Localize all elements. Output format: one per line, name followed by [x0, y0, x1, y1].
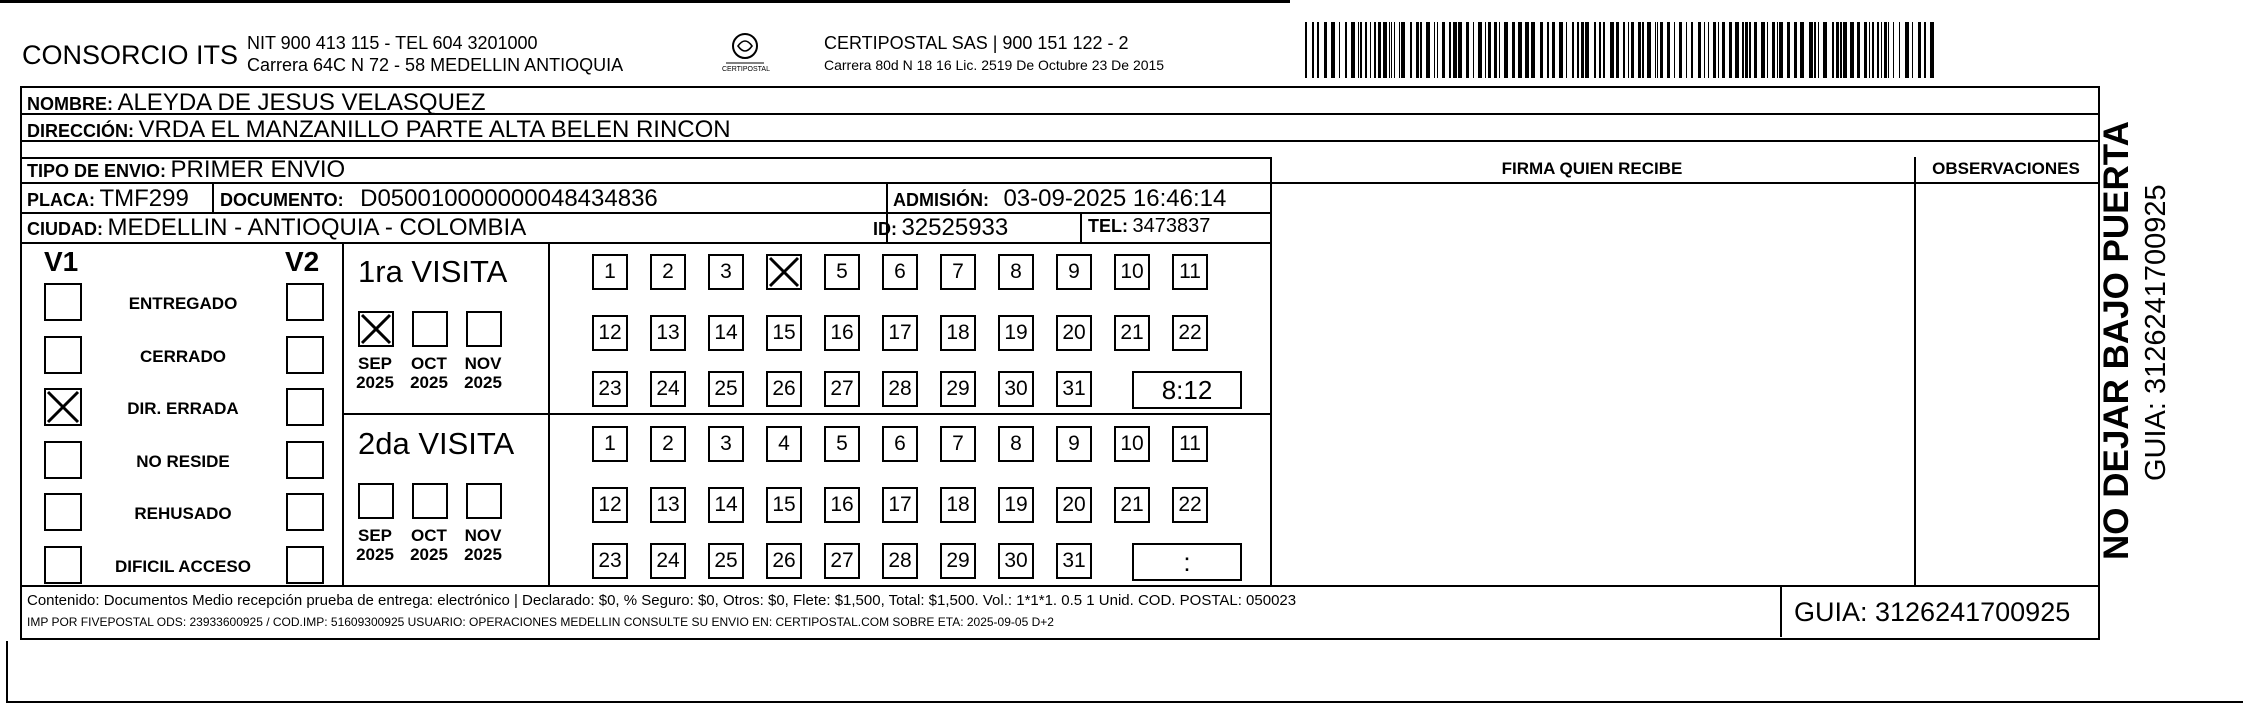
barcode-bar	[1823, 22, 1827, 78]
barcode-bar	[1667, 22, 1670, 78]
barcode-bar	[1324, 22, 1327, 78]
visit1-day-26[interactable]: 26	[766, 371, 802, 407]
visit1-month-label-1	[406, 354, 452, 392]
barcode-bar	[1777, 22, 1778, 78]
barcode-bar	[1655, 22, 1656, 78]
barcode-bar	[1603, 22, 1605, 78]
month-year: 2025	[410, 373, 448, 392]
barcode-bar	[1857, 22, 1860, 78]
visit1-day-30[interactable]: 30	[998, 371, 1034, 407]
barcode-bar	[1312, 22, 1314, 78]
visit1-day-18[interactable]: 18	[940, 315, 976, 351]
barcode-bar	[1466, 22, 1469, 78]
barcode-bar	[1401, 22, 1405, 78]
visit1-day-22[interactable]: 22	[1172, 315, 1208, 351]
visit1-day-13[interactable]: 13	[650, 315, 686, 351]
visit2-time-box[interactable]: :	[1132, 543, 1242, 581]
barcode-bar	[1577, 22, 1579, 78]
barcode-bar	[1794, 22, 1797, 78]
barcode-bar	[1458, 22, 1462, 78]
barcode-bar	[1722, 22, 1725, 78]
visit1-day-8[interactable]: 8	[998, 254, 1034, 290]
v2-checkbox-5[interactable]	[286, 546, 324, 584]
barcode-bar	[1610, 22, 1614, 78]
barcode-bar	[1628, 22, 1629, 78]
barcode-bar	[1504, 22, 1508, 78]
firma-header: FIRMA QUIEN RECIBE	[1501, 159, 1683, 178]
visit2-month-label-1	[406, 526, 452, 564]
barcode-bar	[1599, 22, 1601, 78]
barcode-bar	[1566, 22, 1567, 78]
visit2-month-box-sep[interactable]	[358, 483, 394, 519]
carrier-line1: CERTIPOSTAL SAS | 900 151 122 - 2	[824, 33, 1129, 53]
id-label: ID:	[873, 219, 897, 239]
barcode-bar	[1631, 22, 1634, 78]
admision-label: ADMISIÓN:	[893, 190, 989, 210]
barcode-bar	[1729, 22, 1732, 78]
visit2-day-22[interactable]: 22	[1172, 487, 1208, 523]
barcode-bar	[1735, 22, 1739, 78]
barcode-bar	[1531, 22, 1535, 78]
barcode-bar	[1331, 22, 1335, 78]
barcode-bar	[1698, 22, 1701, 78]
barcode-bar	[1623, 22, 1625, 78]
visit2-day-30[interactable]: 30	[998, 543, 1034, 579]
barcode-bar	[1453, 22, 1457, 78]
visit2-month-label-2	[460, 526, 506, 564]
barcode-bar	[1572, 22, 1574, 78]
visit2-day-18[interactable]: 18	[940, 487, 976, 523]
barcode-bar	[1912, 22, 1913, 78]
month-name: NOV	[464, 526, 502, 545]
documento-label: DOCUMENTO:	[220, 190, 344, 210]
barcode-bar	[1718, 22, 1719, 78]
barcode-bar	[1674, 22, 1675, 78]
visit2-day-21[interactable]: 21	[1114, 487, 1150, 523]
barcode-bar	[1642, 22, 1644, 78]
barcode-bar	[1525, 22, 1529, 78]
barcode-bar	[1518, 22, 1522, 78]
barcode-bar	[1394, 22, 1395, 78]
barcode-bar	[1836, 22, 1839, 78]
status-label-3: NO RESIDE	[136, 451, 230, 471]
barcode-bar	[1708, 22, 1709, 78]
visit1-day-24[interactable]: 24	[650, 371, 686, 407]
barcode-bar	[1339, 22, 1340, 78]
barcode-bar	[1559, 22, 1563, 78]
barcode-bar	[1814, 22, 1816, 78]
visit1-month-label-0	[352, 354, 398, 392]
barcode-bar	[1924, 22, 1926, 78]
visit1-day-2[interactable]: 2	[650, 254, 686, 290]
visit2-day-29[interactable]: 29	[940, 543, 976, 579]
status-label-1: CERRADO	[140, 346, 226, 366]
barcode-bar	[1426, 22, 1430, 78]
visit1-day-28[interactable]: 28	[882, 371, 918, 407]
month-name: SEP	[357, 354, 393, 373]
visit1-day-17[interactable]: 17	[882, 315, 918, 351]
month-year: 2025	[464, 545, 502, 564]
visit2-day-10[interactable]: 10	[1114, 426, 1150, 462]
visit1-day-16[interactable]: 16	[824, 315, 860, 351]
tipo-envio-value: PRIMER ENVIO	[170, 156, 346, 183]
barcode-bar	[1657, 22, 1658, 78]
visit1-day-6[interactable]: 6	[882, 254, 918, 290]
barcode-bar	[1585, 22, 1589, 78]
barcode-bar	[1761, 22, 1765, 78]
barcode-bar	[1686, 22, 1687, 78]
barcode-bar	[1767, 22, 1768, 78]
tel-label: TEL:	[1088, 216, 1128, 236]
tel-value: 3473837	[1132, 215, 1211, 237]
v1-checkbox-5[interactable]	[44, 546, 82, 584]
barcode-bar	[1547, 22, 1549, 78]
barcode-bar	[1420, 22, 1422, 78]
visit1-day-23[interactable]: 23	[592, 371, 628, 407]
barcode-bar	[1365, 22, 1367, 78]
outer-left-rule	[6, 641, 8, 703]
month-name: SEP	[357, 526, 393, 545]
barcode-bar	[1809, 22, 1813, 78]
barcode-bar	[1818, 22, 1819, 78]
visit2-day-11[interactable]: 11	[1172, 426, 1208, 462]
visit1-day-9[interactable]: 9	[1056, 254, 1092, 290]
barcode-bar	[1499, 22, 1500, 78]
visit1-month-label-2	[460, 354, 506, 392]
visit1-day-12[interactable]: 12	[592, 315, 628, 351]
visit1-month-box-nov[interactable]	[466, 311, 502, 347]
nombre-label: NOMBRE:	[27, 94, 113, 114]
company-info-line1: NIT 900 413 115 - TEL 604 3201000	[247, 33, 538, 53]
barcode-bar	[1437, 22, 1438, 78]
visit1-day-25[interactable]: 25	[708, 371, 744, 407]
footer-guia: GUIA: 3126241700925	[1794, 597, 2071, 627]
visit2-day-13[interactable]: 13	[650, 487, 686, 523]
visit1-month-box-oct[interactable]	[412, 311, 448, 347]
barcode-bar	[1449, 22, 1451, 78]
company-name: CONSORCIO ITS	[22, 40, 239, 70]
visit1-day-cross	[766, 254, 802, 290]
visit2-day-3[interactable]: 3	[708, 426, 744, 462]
barcode-bar	[1581, 22, 1584, 78]
visit2-day-23[interactable]: 23	[592, 543, 628, 579]
barcode-bar	[1389, 22, 1390, 78]
status-label-4: REHUSADO	[134, 504, 232, 523]
visit2-day-26[interactable]: 26	[766, 543, 802, 579]
barcode-bar	[1594, 22, 1596, 78]
visit1-day-29[interactable]: 29	[940, 371, 976, 407]
v2-label: V2	[285, 246, 320, 277]
barcode-bar	[1305, 22, 1307, 78]
status-label-0: ENTREGADO	[128, 294, 238, 313]
direccion-label: DIRECCIÓN:	[27, 121, 134, 141]
visit2-day-16[interactable]: 16	[824, 487, 860, 523]
barcode-bar	[1317, 22, 1319, 78]
visit2-month-box-nov[interactable]	[466, 483, 502, 519]
visit1-day-5[interactable]: 5	[824, 254, 860, 290]
footer-line2: IMP POR FIVEPOSTAL ODS: 23933600925 / COD.IMP: 51609300925 USUARIO: OPERACIONES MEDELLIN CONSULTE SU ENVIO EN: CERTIPOSTAL.COM SOBRE ETA: 2025-09-05 D+2	[27, 615, 1054, 629]
visit1-day-4[interactable]	[766, 254, 802, 290]
certipostal-logo	[718, 30, 772, 78]
barcode-bar	[1881, 22, 1882, 78]
visit1-day-3[interactable]: 3	[708, 254, 744, 290]
barcode-bar	[1647, 22, 1651, 78]
month-year: 2025	[356, 373, 394, 392]
visit1-day-15[interactable]: 15	[766, 315, 802, 351]
visit2-day-9[interactable]: 9	[1056, 426, 1092, 462]
barcode-bar	[1383, 22, 1387, 78]
barcode-bar	[1638, 22, 1641, 78]
visit2-day-15[interactable]: 15	[766, 487, 802, 523]
v2-checkbox-1[interactable]	[286, 336, 324, 374]
v1-checkbox-2[interactable]	[44, 388, 82, 426]
barcode-bar	[1512, 22, 1515, 78]
barcode	[1305, 22, 1935, 78]
barcode-bar	[1378, 22, 1381, 78]
visit2-month-label-0	[352, 526, 398, 564]
barcode-bar	[1488, 22, 1491, 78]
barcode-bar	[1918, 22, 1921, 78]
top-rule	[0, 0, 1290, 3]
outer-bottom-rule	[6, 701, 2243, 703]
barcode-bar	[1742, 22, 1744, 78]
visit2-day-25[interactable]: 25	[708, 543, 744, 579]
barcode-bar	[1374, 22, 1376, 78]
visit2-day-20[interactable]: 20	[1056, 487, 1092, 523]
barcode-bar	[1552, 22, 1555, 78]
visit2-day-1[interactable]: 1	[592, 426, 628, 462]
barcode-bar	[1434, 22, 1435, 78]
visit2-day-5[interactable]: 5	[824, 426, 860, 462]
barcode-bar	[1399, 22, 1400, 78]
barcode-bar	[1772, 22, 1775, 78]
visit2-title: 2da VISITA	[358, 426, 515, 461]
status-label-5: DIFICIL ACCESO	[114, 556, 251, 576]
id-value: 32525933	[901, 214, 1009, 241]
barcode-bar	[1779, 22, 1783, 78]
barcode-bar	[1660, 22, 1663, 78]
barcode-bar	[1888, 22, 1889, 78]
visit1-day-31[interactable]: 31	[1056, 371, 1092, 407]
v1-checkbox-1[interactable]	[44, 336, 82, 374]
logo-caption: CERTIPOSTAL	[722, 66, 770, 73]
month-year: 2025	[356, 545, 394, 564]
visit2-day-19[interactable]: 19	[998, 487, 1034, 523]
v1-check-mark	[44, 388, 82, 426]
visit2-day-17[interactable]: 17	[882, 487, 918, 523]
visit1-day-19[interactable]: 19	[998, 315, 1034, 351]
admision-value: 03-09-2025 16:46:14	[1003, 185, 1227, 212]
barcode-bar	[1370, 22, 1371, 78]
barcode-bar	[1850, 22, 1854, 78]
visit2-day-6[interactable]: 6	[882, 426, 918, 462]
footer-line1: Contenido: Documentos Medio recepción prueba de entrega: electrónico | Declarado: $0, % Seguro: $0, Otros: $0, Flete: $1,500, Total: $1,500. Vol.: 1*1*1. 0.5 1 Unid. COD. POSTAL: 050023	[27, 592, 1297, 609]
barcode-bar	[1800, 22, 1804, 78]
side-warning: NO DEJAR BAJO PUERTA	[2097, 121, 2136, 560]
barcode-bar	[1679, 22, 1682, 78]
barcode-bar	[1713, 22, 1716, 78]
barcode-bar	[1893, 22, 1894, 78]
placa-value: TMF299	[99, 185, 189, 212]
barcode-bar	[1745, 22, 1748, 78]
month-name: NOV	[464, 354, 502, 373]
barcode-bar	[1843, 22, 1847, 78]
barcode-bar	[1884, 22, 1887, 78]
ciudad-value: MEDELLIN - ANTIOQUIA - COLOMBIA	[107, 214, 527, 241]
company-info-line2: Carrera 64C N 72 - 58 MEDELLIN ANTIOQUIA	[247, 55, 624, 75]
barcode-bar	[1869, 22, 1870, 78]
nombre-value: ALEYDA DE JESUS VELASQUEZ	[117, 89, 486, 116]
barcode-bar	[1360, 22, 1362, 78]
barcode-bar	[1787, 22, 1790, 78]
barcode-bar	[1749, 22, 1751, 78]
barcode-bar	[1872, 22, 1874, 78]
visit1-time-box[interactable]: 8:12	[1132, 371, 1242, 409]
barcode-bar	[1358, 22, 1359, 78]
documento-value: D050010000000048434836	[360, 185, 658, 212]
v2-checkbox-2[interactable]	[286, 388, 324, 426]
carrier-line2: Carrera 80d N 18 16 Lic. 2519 De Octubre 23 De 2015	[824, 57, 1165, 73]
month-year: 2025	[410, 545, 448, 564]
observaciones-header: OBSERVACIONES	[1932, 159, 2080, 178]
visit2-day-28[interactable]: 28	[882, 543, 918, 579]
visit1-title: 1ra VISITA	[358, 254, 508, 289]
tipo-envio-label: TIPO DE ENVIO:	[27, 161, 167, 181]
visit2-day-12[interactable]: 12	[592, 487, 628, 523]
barcode-bar	[1478, 22, 1482, 78]
barcode-bar	[1391, 22, 1392, 78]
visit1-day-7[interactable]: 7	[940, 254, 976, 290]
v2-checkbox-3[interactable]	[286, 441, 324, 479]
visit2-month-box-oct[interactable]	[412, 483, 448, 519]
visit2-day-24[interactable]: 24	[650, 543, 686, 579]
barcode-bar	[1485, 22, 1486, 78]
barcode-bar	[1473, 22, 1474, 78]
barcode-bar	[1691, 22, 1693, 78]
barcode-bar	[1930, 22, 1934, 78]
month-name: OCT	[411, 354, 447, 373]
visit2-day-8[interactable]: 8	[998, 426, 1034, 462]
v1-checkbox-3[interactable]	[44, 441, 82, 479]
visit1-day-27[interactable]: 27	[824, 371, 860, 407]
visit2-day-14[interactable]: 14	[708, 487, 744, 523]
ciudad-label: CIUDAD:	[27, 219, 103, 239]
visit2-day-7[interactable]: 7	[940, 426, 976, 462]
month-year: 2025	[464, 373, 502, 392]
visit1-month-box-sep[interactable]	[358, 311, 394, 347]
status-label-2: DIR. ERRADA	[127, 399, 239, 418]
direccion-value: VRDA EL MANZANILLO PARTE ALTA BELEN RINCON	[138, 116, 731, 143]
placa-label: PLACA:	[27, 190, 95, 210]
visit2-day-31[interactable]: 31	[1056, 543, 1092, 579]
v2-checkbox-0[interactable]	[286, 283, 324, 321]
visit1-day-11[interactable]: 11	[1172, 254, 1208, 290]
v1-checkbox-0[interactable]	[44, 283, 82, 321]
barcode-bar	[1840, 22, 1842, 78]
barcode-bar	[1416, 22, 1419, 78]
barcode-bar	[1899, 22, 1900, 78]
visit2-day-27[interactable]: 27	[824, 543, 860, 579]
barcode-bar	[1754, 22, 1757, 78]
v1-checkbox-4[interactable]	[44, 493, 82, 531]
v1-label: V1	[44, 246, 79, 277]
barcode-bar	[1345, 22, 1347, 78]
barcode-bar	[1864, 22, 1867, 78]
barcode-bar	[1905, 22, 1909, 78]
barcode-bar	[1877, 22, 1879, 78]
barcode-bar	[1616, 22, 1619, 78]
visit2-day-4[interactable]: 4	[766, 426, 802, 462]
side-guia: GUIA: 3126241700925	[2140, 184, 2172, 481]
barcode-bar	[1540, 22, 1543, 78]
visit2-day-2[interactable]: 2	[650, 426, 686, 462]
barcode-bar	[1351, 22, 1355, 78]
v2-checkbox-4[interactable]	[286, 493, 324, 531]
barcode-bar	[1494, 22, 1497, 78]
month-name: OCT	[411, 526, 447, 545]
barcode-bar	[1832, 22, 1834, 78]
visit1-day-21[interactable]: 21	[1114, 315, 1150, 351]
barcode-bar	[1442, 22, 1445, 78]
visit1-month-check	[358, 311, 394, 347]
visit1-day-14[interactable]: 14	[708, 315, 744, 351]
visit1-day-20[interactable]: 20	[1056, 315, 1092, 351]
visit1-day-1[interactable]: 1	[592, 254, 628, 290]
visit1-day-10[interactable]: 10	[1114, 254, 1150, 290]
barcode-bar	[1410, 22, 1412, 78]
barcode-bar	[1704, 22, 1705, 78]
